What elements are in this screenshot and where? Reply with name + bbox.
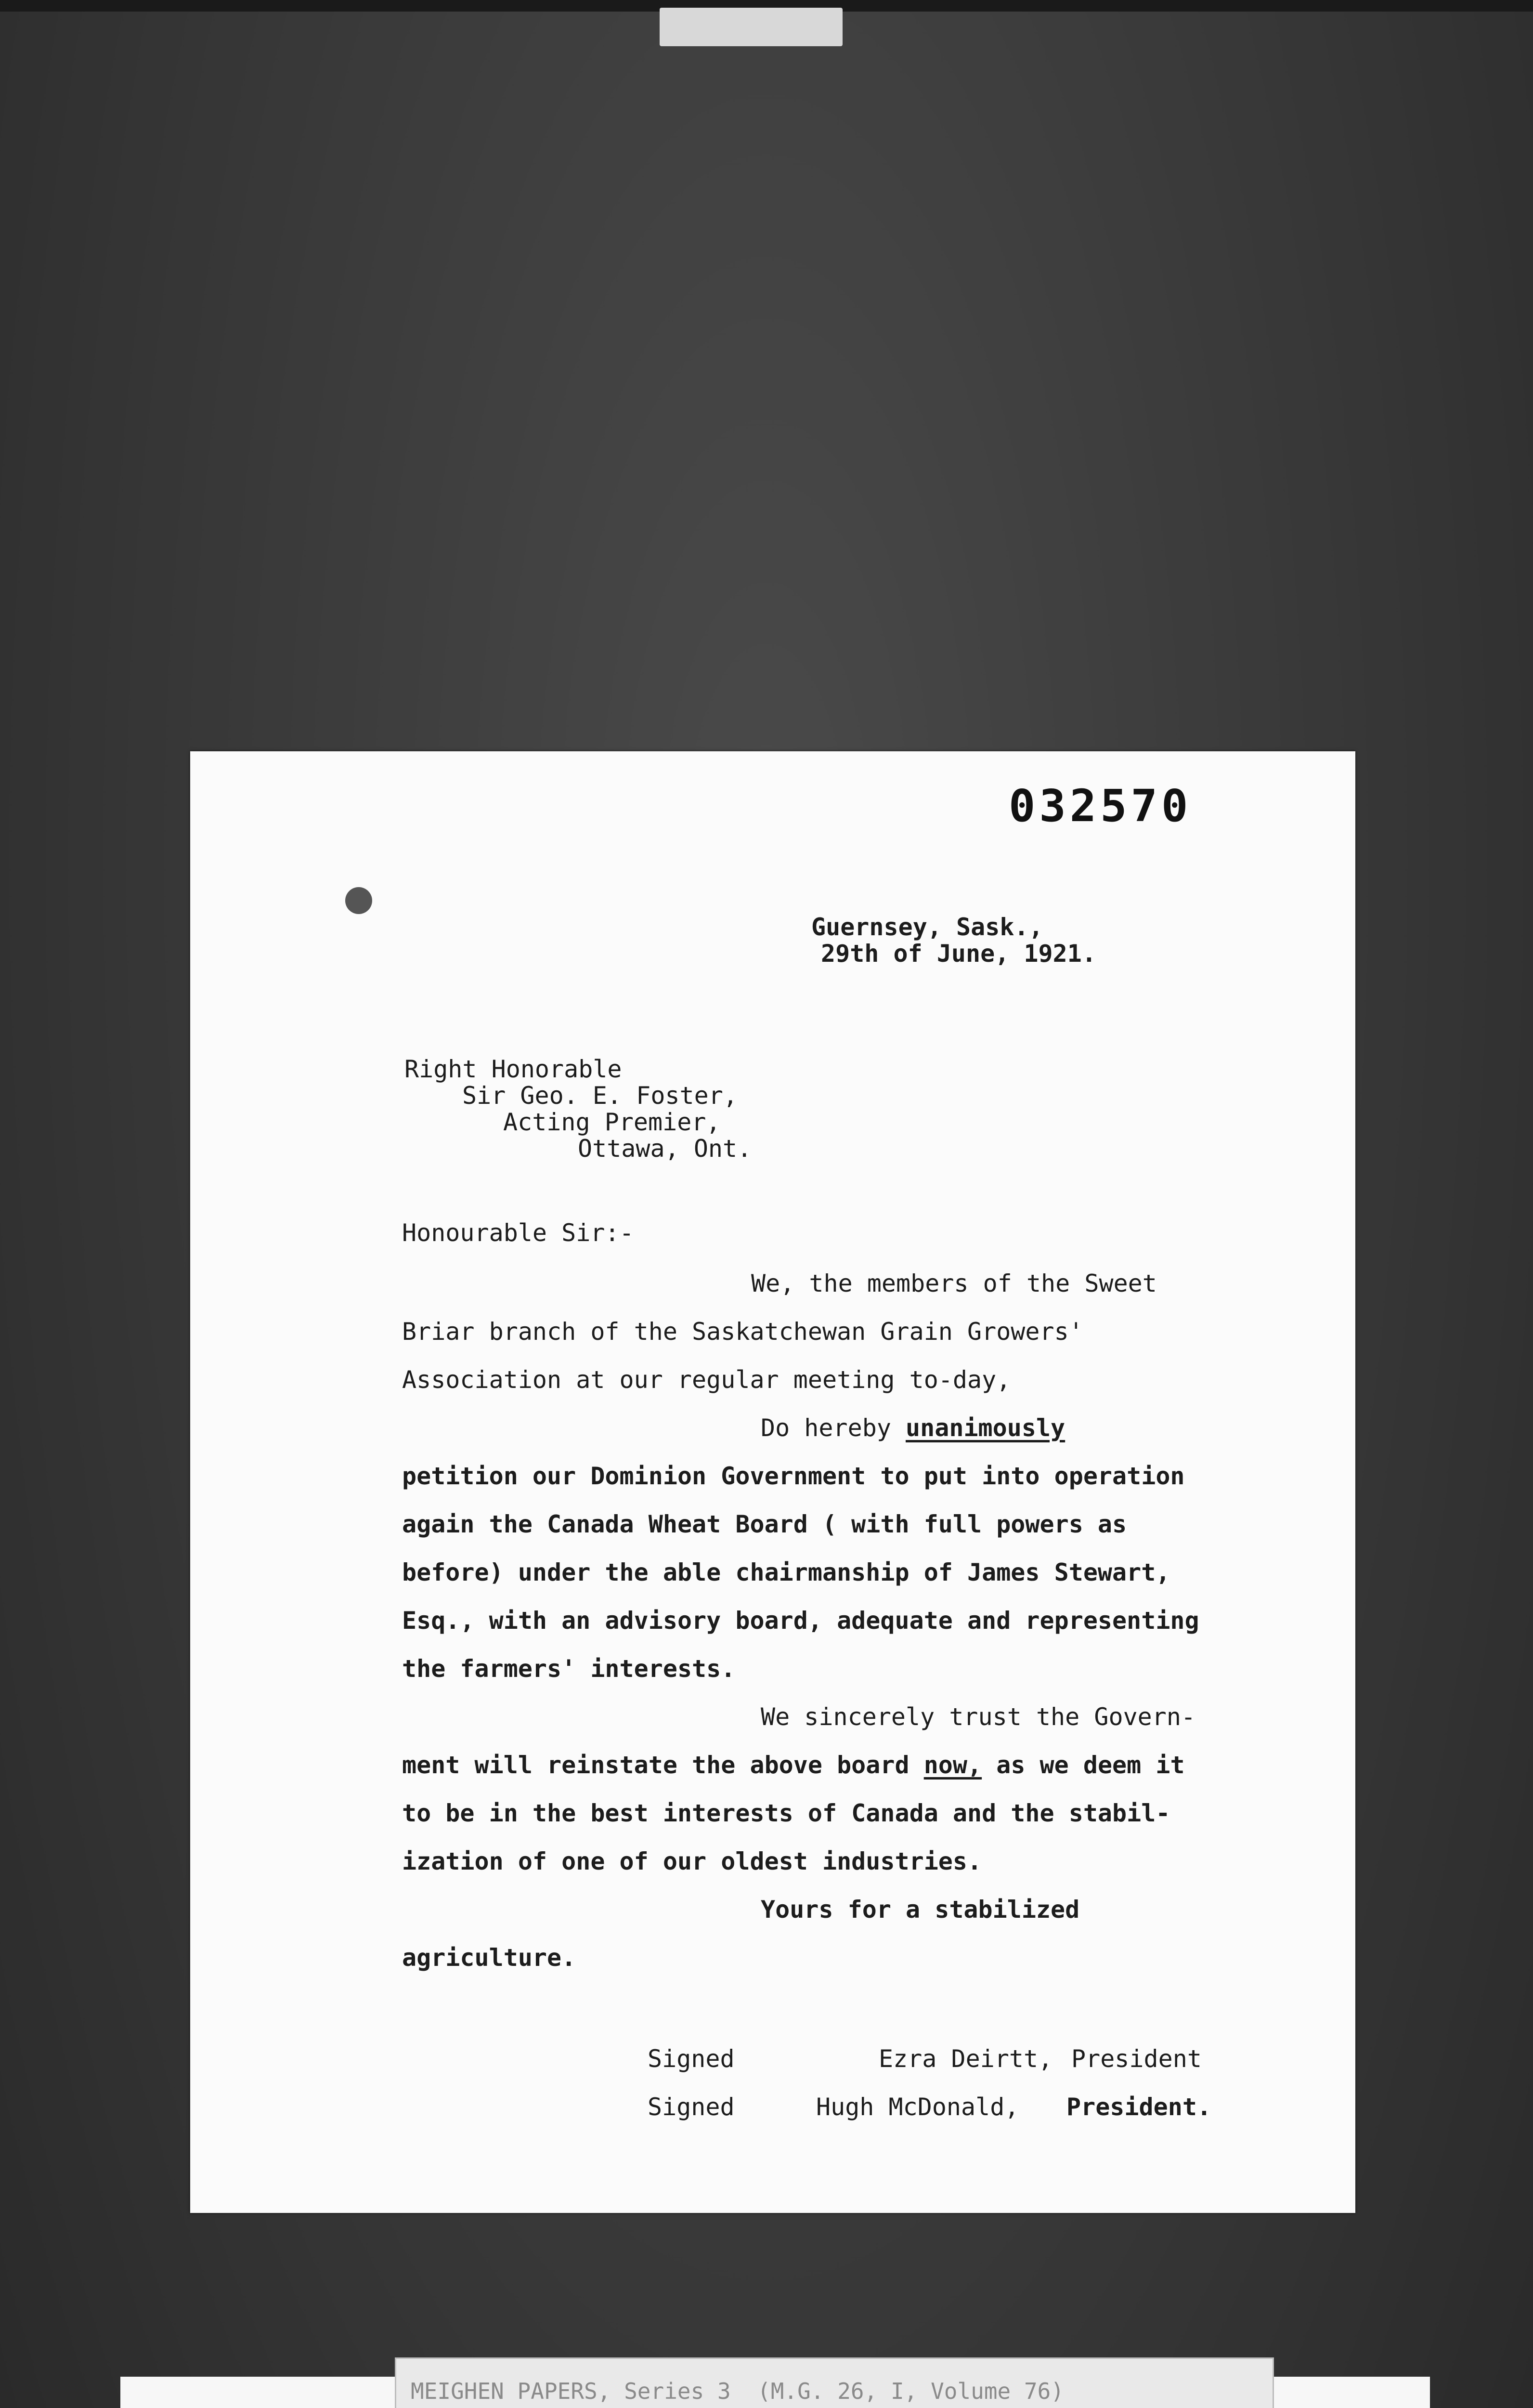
signature-label: Signed bbox=[648, 2093, 735, 2121]
body-line: We, the members of the Sweet bbox=[751, 1269, 1157, 1297]
series-strip bbox=[395, 2357, 1274, 2408]
body-line: petition our Dominion Government to put into operation bbox=[402, 1462, 1185, 1490]
body-line: Do hereby unanimously bbox=[761, 1414, 1065, 1442]
letter-sheet bbox=[190, 751, 1355, 2213]
body-line: to be in the best interests of Canada and the stabil- bbox=[402, 1799, 1170, 1827]
archives-label bbox=[120, 2377, 1430, 2408]
series-reference: MEIGHEN PAPERS, Series 3 (M.G. 26, I, Volume 76) bbox=[411, 2378, 1065, 2404]
signature-name: Hugh McDonald, bbox=[816, 2093, 1019, 2121]
body-line: Esq., with an advisory board, adequate and representing bbox=[402, 1607, 1199, 1635]
body-line: We sincerely trust the Govern- bbox=[761, 1703, 1196, 1731]
body-line: before) under the able chairmanship of James Stewart, bbox=[402, 1558, 1170, 1586]
addressee-line: Acting Premier, bbox=[503, 1108, 721, 1136]
body-line: Briar branch of the Saskatchewan Grain Growers' bbox=[402, 1318, 1083, 1346]
emphasis-unanimously: unanimously bbox=[906, 1414, 1065, 1442]
addressee-line: Ottawa, Ont. bbox=[578, 1135, 752, 1163]
addressee-line: Right Honorable bbox=[404, 1055, 622, 1083]
addressee-line: Sir Geo. E. Foster, bbox=[462, 1082, 738, 1110]
letter-place: Guernsey, Sask., bbox=[811, 913, 1043, 941]
signature-label: Signed bbox=[648, 2045, 735, 2073]
body-line: again the Canada Wheat Board ( with full powers as bbox=[402, 1510, 1127, 1538]
document-number: 032570 bbox=[1009, 780, 1192, 832]
body-line: Association at our regular meeting to-day, bbox=[402, 1366, 1011, 1394]
letter-date: 29th of June, 1921. bbox=[821, 940, 1096, 968]
top-paper-tab bbox=[660, 8, 843, 46]
signature-title: President bbox=[1071, 2045, 1202, 2073]
body-line: ization of one of our oldest industries. bbox=[402, 1847, 982, 1875]
body-line: the farmers' interests. bbox=[402, 1655, 736, 1683]
signature-title: President. bbox=[1066, 2093, 1212, 2121]
emphasis-now: now, bbox=[923, 1751, 982, 1779]
body-line: ment will reinstate the above board now, as we deem it bbox=[402, 1751, 1185, 1779]
closing-line: Yours for a stabilized bbox=[761, 1896, 1080, 1924]
signature-name: Ezra Deirtt, bbox=[879, 2045, 1053, 2073]
salutation: Honourable Sir:- bbox=[402, 1219, 634, 1247]
closing-line: agriculture. bbox=[402, 1944, 576, 1972]
punch-hole bbox=[345, 887, 372, 914]
